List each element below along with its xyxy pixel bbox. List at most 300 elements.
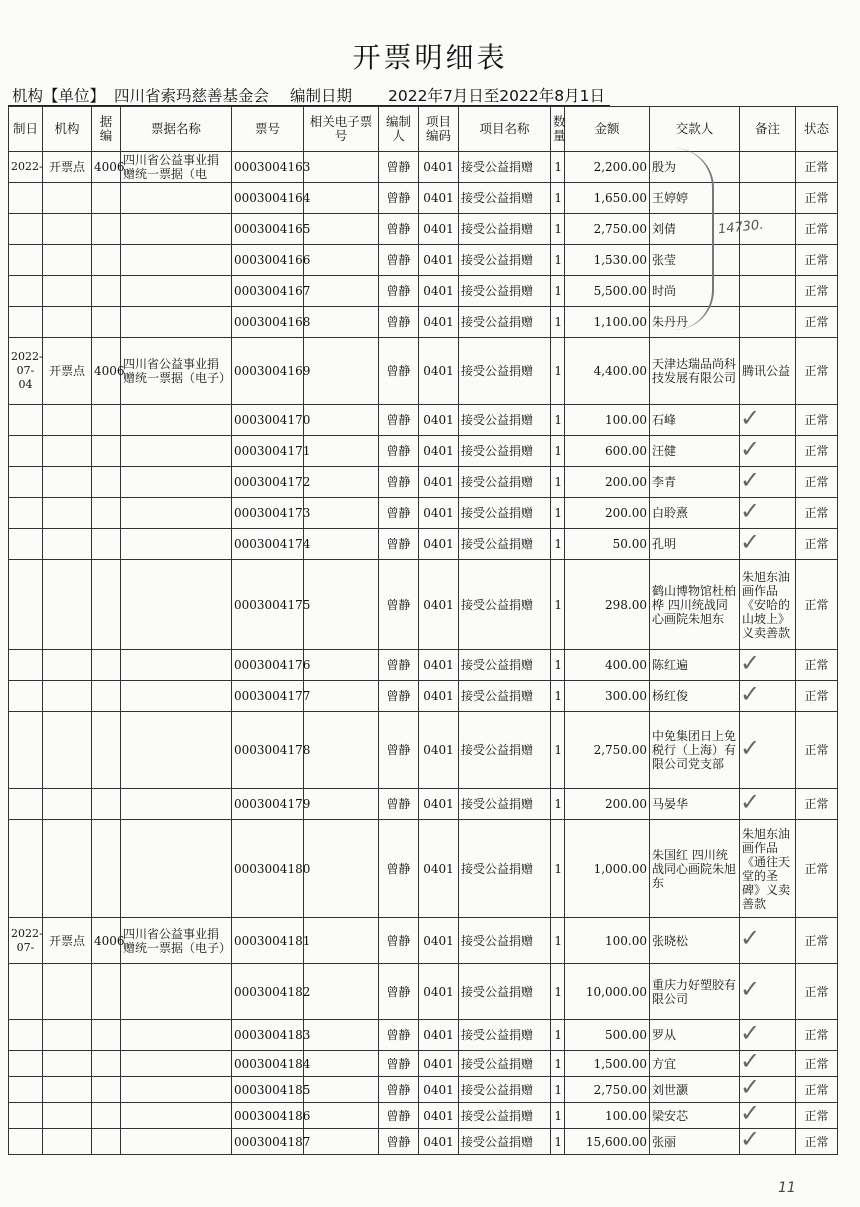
header-meta (8, 84, 852, 106)
cell-maker: 曾静 (379, 650, 419, 681)
cell-amount: 500.00 (565, 1020, 650, 1051)
cell-amount: 10,000.00 (565, 964, 650, 1020)
cell-proj: 接受公益捐赠 (459, 498, 551, 529)
cell-related-e-bill (304, 560, 379, 650)
check-mark-icon: ✓ (740, 648, 761, 677)
check-mark-icon: ✓ (740, 527, 761, 556)
cell-proj: 接受公益捐赠 (459, 245, 551, 276)
table-row (9, 964, 838, 1020)
cell-maker: 曾静 (379, 529, 419, 560)
cell-date: 2022-07- (9, 918, 43, 964)
cell-proj: 接受公益捐赠 (459, 1129, 551, 1155)
cell-no: 0003004171 (232, 436, 304, 467)
cell-note (740, 1103, 796, 1129)
cell-related-e-bill (304, 152, 379, 183)
cell-proj: 接受公益捐赠 (459, 650, 551, 681)
cell-maker: 曾静 (379, 918, 419, 964)
cell-org (43, 1020, 92, 1051)
cell-note (740, 245, 796, 276)
org-name: 四川省索玛慈善基金会 (114, 87, 270, 105)
cell-org (43, 307, 92, 338)
cell-related-e-bill (304, 245, 379, 276)
cell-code (92, 214, 121, 245)
cell-qty: 1 (551, 1020, 565, 1051)
cell-note (740, 712, 796, 789)
cell-org (43, 964, 92, 1020)
cell-status: 正常 (796, 1077, 838, 1103)
cell-payer: 中免集团日上免税行（上海）有限公司党支部 (650, 712, 740, 789)
cell-note (740, 650, 796, 681)
cell-payer: 马晏华 (650, 789, 740, 820)
cell-amount: 300.00 (565, 681, 650, 712)
page-number: 11 (778, 1180, 796, 1196)
cell-status: 正常 (796, 307, 838, 338)
cell-note (740, 681, 796, 712)
cell-payer: 白聆熹 (650, 498, 740, 529)
cell-payer: 梁安芯 (650, 1103, 740, 1129)
cell-proj: 接受公益捐赠 (459, 1020, 551, 1051)
table-row (9, 918, 838, 964)
column-header: 编制人 (379, 107, 419, 152)
cell-payer: 罗从 (650, 1020, 740, 1051)
check-mark-icon: ✓ (740, 975, 761, 1003)
cell-bill-name (121, 712, 232, 789)
column-header: 项目编码 (419, 107, 459, 152)
cell-amount: 200.00 (565, 467, 650, 498)
cell-org (43, 681, 92, 712)
cell-proj-code: 0401 (419, 338, 459, 405)
cell-amount: 200.00 (565, 789, 650, 820)
cell-status: 正常 (796, 498, 838, 529)
cell-maker: 曾静 (379, 152, 419, 183)
cell-maker: 曾静 (379, 214, 419, 245)
cell-proj-code: 0401 (419, 650, 459, 681)
cell-bill-name (121, 1020, 232, 1051)
cell-date (9, 1077, 43, 1103)
cell-org (43, 1077, 92, 1103)
cell-no: 0003004182 (232, 964, 304, 1020)
cell-related-e-bill (304, 789, 379, 820)
cell-code (92, 245, 121, 276)
cell-related-e-bill (304, 338, 379, 405)
cell-amount: 1,530.00 (565, 245, 650, 276)
cell-org (43, 820, 92, 918)
cell-proj: 接受公益捐赠 (459, 918, 551, 964)
cell-no: 0003004184 (232, 1051, 304, 1077)
cell-note (740, 307, 796, 338)
cell-related-e-bill (304, 964, 379, 1020)
cell-org (43, 214, 92, 245)
column-header: 状态 (796, 107, 838, 152)
cell-code (92, 307, 121, 338)
cell-related-e-bill (304, 712, 379, 789)
cell-proj-code: 0401 (419, 1077, 459, 1103)
cell-date (9, 650, 43, 681)
cell-date (9, 436, 43, 467)
cell-proj-code: 0401 (419, 276, 459, 307)
cell-related-e-bill (304, 1051, 379, 1077)
cell-date (9, 681, 43, 712)
cell-qty: 1 (551, 529, 565, 560)
cell-bill-name: 四川省公益事业捐赠统一票据（电 (121, 152, 232, 183)
cell-maker: 曾静 (379, 1077, 419, 1103)
table-row (9, 1077, 838, 1103)
cell-date (9, 498, 43, 529)
cell-date (9, 1051, 43, 1077)
cell-related-e-bill (304, 650, 379, 681)
cell-code (92, 712, 121, 789)
cell-status: 正常 (796, 681, 838, 712)
cell-amount: 2,750.00 (565, 712, 650, 789)
cell-amount: 100.00 (565, 1103, 650, 1129)
cell-related-e-bill (304, 1020, 379, 1051)
cell-code (92, 467, 121, 498)
cell-proj-code: 0401 (419, 467, 459, 498)
cell-no: 0003004168 (232, 307, 304, 338)
cell-status: 正常 (796, 1129, 838, 1155)
cell-qty: 1 (551, 307, 565, 338)
cell-qty: 1 (551, 681, 565, 712)
cell-note (740, 436, 796, 467)
cell-payer: 张晓松 (650, 918, 740, 964)
cell-bill-name (121, 964, 232, 1020)
cell-org (43, 1103, 92, 1129)
cell-date (9, 1020, 43, 1051)
cell-bill-name (121, 436, 232, 467)
cell-code: 4006 (92, 918, 121, 964)
cell-payer: 鹤山博物馆杜柏桦 四川统战同心画院朱旭东 (650, 560, 740, 650)
cell-maker: 曾静 (379, 307, 419, 338)
table-row (9, 1129, 838, 1155)
cell-related-e-bill (304, 820, 379, 918)
cell-status: 正常 (796, 467, 838, 498)
cell-payer: 石峰 (650, 405, 740, 436)
cell-amount: 50.00 (565, 529, 650, 560)
cell-payer: 王婷婷 (650, 183, 740, 214)
cell-org (43, 436, 92, 467)
cell-qty: 1 (551, 436, 565, 467)
cell-proj-code: 0401 (419, 1020, 459, 1051)
cell-maker: 曾静 (379, 245, 419, 276)
cell-qty: 1 (551, 405, 565, 436)
cell-code (92, 405, 121, 436)
check-mark-icon: ✓ (740, 1073, 761, 1101)
cell-bill-name (121, 1051, 232, 1077)
cell-code (92, 1020, 121, 1051)
cell-status: 正常 (796, 152, 838, 183)
cell-qty: 1 (551, 276, 565, 307)
cell-status: 正常 (796, 276, 838, 307)
cell-no: 0003004176 (232, 650, 304, 681)
cell-related-e-bill (304, 276, 379, 307)
column-header: 交款人 (650, 107, 740, 152)
cell-code (92, 650, 121, 681)
cell-code (92, 820, 121, 918)
cell-proj: 接受公益捐赠 (459, 529, 551, 560)
cell-no: 0003004163 (232, 152, 304, 183)
cell-amount: 2,750.00 (565, 1077, 650, 1103)
column-header: 票据名称 (121, 107, 232, 152)
cell-amount: 400.00 (565, 650, 650, 681)
cell-payer: 方宜 (650, 1051, 740, 1077)
cell-note: 腾讯公益 (740, 338, 796, 405)
cell-code (92, 964, 121, 1020)
cell-bill-name (121, 498, 232, 529)
cell-note (740, 405, 796, 436)
cell-status: 正常 (796, 820, 838, 918)
cell-amount: 600.00 (565, 436, 650, 467)
cell-status: 正常 (796, 1051, 838, 1077)
cell-amount: 4,400.00 (565, 338, 650, 405)
cell-status: 正常 (796, 529, 838, 560)
cell-proj-code: 0401 (419, 245, 459, 276)
check-mark-icon: ✓ (740, 1099, 761, 1127)
cell-note (740, 214, 796, 245)
cell-date: 2022- (9, 152, 43, 183)
cell-qty: 1 (551, 1051, 565, 1077)
cell-maker: 曾静 (379, 1103, 419, 1129)
cell-proj-code: 0401 (419, 789, 459, 820)
cell-qty: 1 (551, 183, 565, 214)
cell-status: 正常 (796, 338, 838, 405)
table-row (9, 681, 838, 712)
cell-no: 0003004181 (232, 918, 304, 964)
cell-qty: 1 (551, 214, 565, 245)
cell-bill-name (121, 467, 232, 498)
cell-status: 正常 (796, 1103, 838, 1129)
cell-maker: 曾静 (379, 498, 419, 529)
cell-date (9, 276, 43, 307)
cell-date: 2022-07-04 (9, 338, 43, 405)
cell-related-e-bill (304, 467, 379, 498)
cell-payer: 陈红遍 (650, 650, 740, 681)
cell-no: 0003004172 (232, 467, 304, 498)
cell-date (9, 307, 43, 338)
check-mark-icon: ✓ (740, 496, 761, 525)
cell-bill-name (121, 276, 232, 307)
cell-org (43, 405, 92, 436)
cell-payer: 杨红俊 (650, 681, 740, 712)
cell-bill-name (121, 1129, 232, 1155)
cell-related-e-bill (304, 436, 379, 467)
cell-amount: 100.00 (565, 405, 650, 436)
cell-code (92, 789, 121, 820)
cell-org: 开票点 (43, 152, 92, 183)
cell-proj-code: 0401 (419, 681, 459, 712)
cell-maker: 曾静 (379, 964, 419, 1020)
cell-proj-code: 0401 (419, 918, 459, 964)
check-mark-icon: ✓ (740, 733, 761, 762)
cell-proj: 接受公益捐赠 (459, 338, 551, 405)
cell-amount: 5,500.00 (565, 276, 650, 307)
cell-maker: 曾静 (379, 789, 419, 820)
cell-qty: 1 (551, 1077, 565, 1103)
table-row (9, 1020, 838, 1051)
date-range: 2022年7月日至2022年8月1日 (388, 87, 605, 105)
cell-org (43, 1129, 92, 1155)
cell-date (9, 245, 43, 276)
cell-qty: 1 (551, 789, 565, 820)
cell-note (740, 1051, 796, 1077)
cell-status: 正常 (796, 1020, 838, 1051)
cell-org (43, 529, 92, 560)
cell-qty: 1 (551, 498, 565, 529)
cell-no: 0003004186 (232, 1103, 304, 1129)
cell-no: 0003004166 (232, 245, 304, 276)
cell-org (43, 650, 92, 681)
cell-proj-code: 0401 (419, 820, 459, 918)
cell-amount: 1,500.00 (565, 1051, 650, 1077)
cell-related-e-bill (304, 529, 379, 560)
cell-proj-code: 0401 (419, 152, 459, 183)
cell-payer: 李青 (650, 467, 740, 498)
cell-proj: 接受公益捐赠 (459, 1077, 551, 1103)
cell-amount: 15,600.00 (565, 1129, 650, 1155)
cell-code (92, 436, 121, 467)
cell-proj: 接受公益捐赠 (459, 681, 551, 712)
cell-payer: 朱丹丹 (650, 307, 740, 338)
table-row (9, 436, 838, 467)
cell-payer: 汪健 (650, 436, 740, 467)
cell-maker: 曾静 (379, 338, 419, 405)
cell-proj: 接受公益捐赠 (459, 214, 551, 245)
cell-proj-code: 0401 (419, 529, 459, 560)
date-label: 编制日期 (290, 87, 353, 105)
cell-payer: 殷为 (650, 152, 740, 183)
cell-proj-code: 0401 (419, 183, 459, 214)
cell-proj-code: 0401 (419, 1051, 459, 1077)
table-row (9, 560, 838, 650)
column-header: 项目名称 (459, 107, 551, 152)
cell-maker: 曾静 (379, 1020, 419, 1051)
cell-note (740, 1077, 796, 1103)
cell-note (740, 152, 796, 183)
cell-no: 0003004174 (232, 529, 304, 560)
cell-proj: 接受公益捐赠 (459, 467, 551, 498)
cell-org (43, 183, 92, 214)
cell-code (92, 681, 121, 712)
cell-proj: 接受公益捐赠 (459, 152, 551, 183)
cell-proj-code: 0401 (419, 498, 459, 529)
check-mark-icon: ✓ (740, 1018, 761, 1047)
cell-org (43, 1051, 92, 1077)
cell-org (43, 467, 92, 498)
cell-qty: 1 (551, 560, 565, 650)
cell-status: 正常 (796, 789, 838, 820)
cell-org: 开票点 (43, 918, 92, 964)
cell-note (740, 498, 796, 529)
cell-proj-code: 0401 (419, 214, 459, 245)
cell-bill-name (121, 405, 232, 436)
cell-related-e-bill (304, 405, 379, 436)
cell-status: 正常 (796, 650, 838, 681)
cell-note (740, 529, 796, 560)
cell-note (740, 918, 796, 964)
cell-maker: 曾静 (379, 1129, 419, 1155)
cell-code (92, 1077, 121, 1103)
cell-amount: 2,750.00 (565, 214, 650, 245)
cell-date (9, 789, 43, 820)
cell-bill-name (121, 307, 232, 338)
cell-date (9, 405, 43, 436)
column-header: 备注 (740, 107, 796, 152)
cell-amount: 100.00 (565, 918, 650, 964)
cell-code (92, 529, 121, 560)
cell-code (92, 1103, 121, 1129)
cell-date (9, 467, 43, 498)
cell-qty: 1 (551, 820, 565, 918)
cell-related-e-bill (304, 214, 379, 245)
cell-date (9, 183, 43, 214)
cell-bill-name (121, 681, 232, 712)
cell-bill-name (121, 1077, 232, 1103)
table-row (9, 1103, 838, 1129)
cell-proj: 接受公益捐赠 (459, 712, 551, 789)
cell-no: 0003004173 (232, 498, 304, 529)
cell-proj-code: 0401 (419, 307, 459, 338)
table-row (9, 152, 838, 183)
cell-proj-code: 0401 (419, 436, 459, 467)
table-row (9, 276, 838, 307)
cell-no: 0003004165 (232, 214, 304, 245)
cell-status: 正常 (796, 918, 838, 964)
check-mark-icon: ✓ (740, 1047, 761, 1075)
table-row (9, 183, 838, 214)
cell-note (740, 789, 796, 820)
cell-amount: 2,200.00 (565, 152, 650, 183)
cell-proj: 接受公益捐赠 (459, 1103, 551, 1129)
cell-status: 正常 (796, 560, 838, 650)
cell-related-e-bill (304, 498, 379, 529)
cell-no: 0003004180 (232, 820, 304, 918)
check-mark-icon: ✓ (740, 465, 761, 494)
cell-proj: 接受公益捐赠 (459, 964, 551, 1020)
cell-qty: 1 (551, 964, 565, 1020)
cell-proj: 接受公益捐赠 (459, 307, 551, 338)
column-header: 制日 (9, 107, 43, 152)
cell-proj-code: 0401 (419, 964, 459, 1020)
cell-code: 4006 (92, 152, 121, 183)
handwritten-sum: 14730. (717, 217, 765, 238)
cell-bill-name (121, 214, 232, 245)
cell-proj-code: 0401 (419, 1129, 459, 1155)
cell-status: 正常 (796, 214, 838, 245)
table-row (9, 712, 838, 789)
cell-date (9, 712, 43, 789)
cell-qty: 1 (551, 712, 565, 789)
cell-no: 0003004164 (232, 183, 304, 214)
check-mark-icon: ✓ (740, 1125, 761, 1153)
column-header: 票号 (232, 107, 304, 152)
cell-note (740, 276, 796, 307)
check-mark-icon: ✓ (740, 434, 761, 463)
cell-proj-code: 0401 (419, 712, 459, 789)
cell-maker: 曾静 (379, 560, 419, 650)
cell-note (740, 467, 796, 498)
cell-note: 朱旭东油画作品《通往天堂的圣碑》义卖善款 (740, 820, 796, 918)
cell-proj: 接受公益捐赠 (459, 405, 551, 436)
table-row (9, 467, 838, 498)
cell-proj-code: 0401 (419, 1103, 459, 1129)
cell-code (92, 183, 121, 214)
cell-qty: 1 (551, 1103, 565, 1129)
cell-proj: 接受公益捐赠 (459, 276, 551, 307)
cell-payer: 刘世灏 (650, 1077, 740, 1103)
cell-date (9, 1129, 43, 1155)
table-row (9, 1051, 838, 1077)
check-mark-icon: ✓ (740, 679, 761, 708)
cell-org (43, 245, 92, 276)
